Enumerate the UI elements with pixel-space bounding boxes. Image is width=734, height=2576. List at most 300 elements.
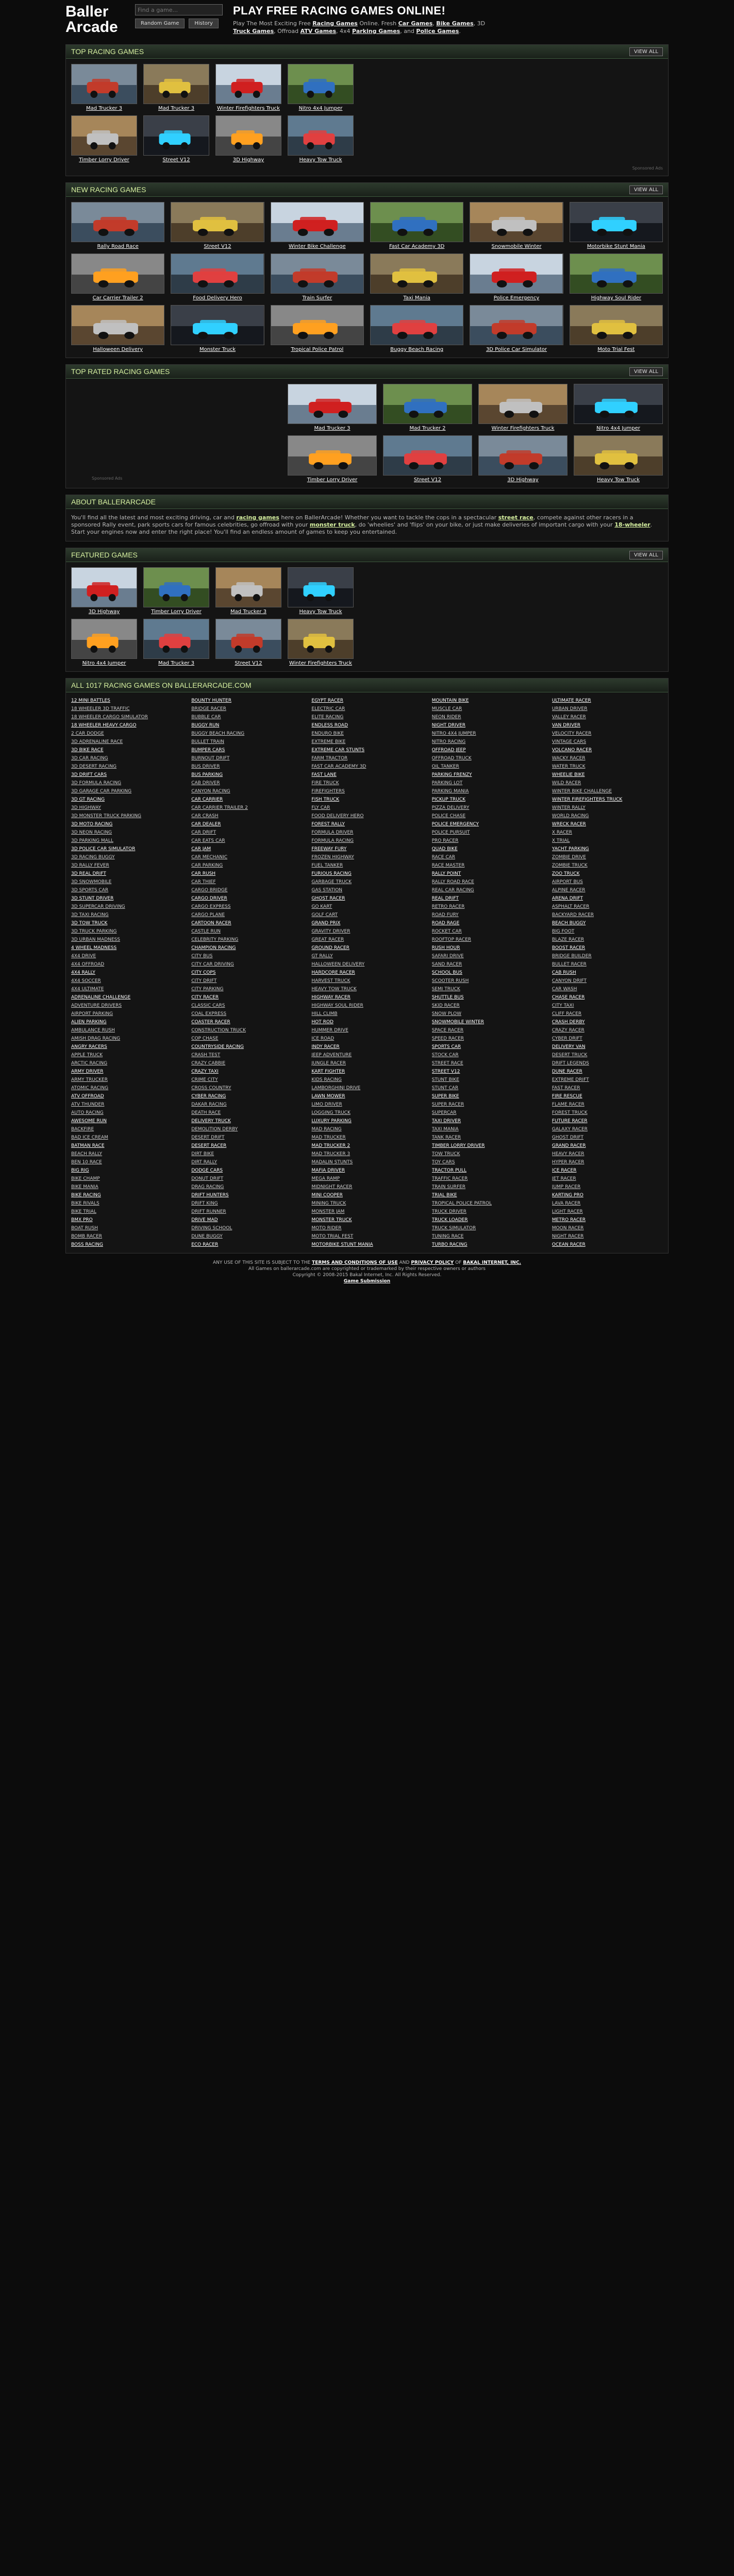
game-link[interactable]: WRECK RACER xyxy=(552,822,586,827)
game-link[interactable]: RALLY ROAD RACE xyxy=(431,879,474,885)
game-link[interactable]: BULLET TRAIN xyxy=(191,739,224,744)
monster-truck-link[interactable]: monster truck xyxy=(309,521,355,528)
game-link[interactable]: CARGO EXPRESS xyxy=(191,904,231,909)
game-link[interactable]: AMBULANCE RUSH xyxy=(71,1028,115,1033)
game-link[interactable]: DRAG RACING xyxy=(191,1184,224,1190)
game-link[interactable]: RUSH HOUR xyxy=(431,945,460,951)
game-tile[interactable] xyxy=(171,202,264,249)
view-all-button[interactable]: VIEW ALL xyxy=(629,185,663,194)
game-link[interactable]: CRAZY TAXI xyxy=(191,1069,219,1074)
game-link[interactable]: APPLE TRUCK xyxy=(71,1053,103,1058)
game-link[interactable]: ARMY DRIVER xyxy=(71,1069,104,1074)
game-link[interactable]: MUSCLE CAR xyxy=(431,706,462,711)
game-link[interactable]: URBAN DRIVER xyxy=(552,706,588,711)
game-tile[interactable] xyxy=(383,435,472,483)
terms-link[interactable]: TERMS AND CONDITIONS OF USE xyxy=(312,1260,398,1265)
game-link[interactable]: FOOD DELIVERY HERO xyxy=(311,814,364,819)
game-link[interactable]: HILL CLIMB xyxy=(311,1011,338,1016)
game-link[interactable]: CELEBRITY PARKING xyxy=(191,937,239,942)
game-link[interactable]: DEMOLITION DERBY xyxy=(191,1127,238,1132)
game-link[interactable]: TIMBER LORRY DRIVER xyxy=(431,1143,485,1148)
game-link[interactable]: 4X4 SOCCER xyxy=(71,978,101,984)
game-link[interactable]: AMISH DRAG RACING xyxy=(71,1036,121,1041)
game-link[interactable]: JET RACER xyxy=(552,1176,576,1181)
game-link[interactable]: AUTO RACING xyxy=(71,1110,104,1115)
game-link[interactable]: BIG RIG xyxy=(71,1168,89,1173)
game-link[interactable]: ZOO TRUCK xyxy=(552,871,580,876)
game-link[interactable]: PRO RACER xyxy=(431,838,459,843)
street-race-link[interactable]: street race xyxy=(498,514,533,521)
game-link[interactable]: 3D DRIFT CARS xyxy=(71,772,107,777)
game-link[interactable]: ELECTRIC CAR xyxy=(311,706,345,711)
game-link[interactable]: LIGHT RACER xyxy=(552,1209,583,1214)
game-link[interactable]: TRIAL BIKE xyxy=(431,1193,457,1198)
game-link[interactable]: FOREST TRUCK xyxy=(552,1110,588,1115)
game-link[interactable]: TANK RACER xyxy=(431,1135,461,1140)
game-link[interactable]: TRUCK SIMULATOR xyxy=(431,1226,476,1231)
game-link[interactable]: COUNTRYSIDE RACING xyxy=(191,1044,244,1049)
game-link[interactable]: NITRO 4X4 JUMPER xyxy=(431,731,476,736)
game-link[interactable]: FORMULA RACING xyxy=(311,838,354,843)
game-tile[interactable] xyxy=(574,435,663,483)
game-tile[interactable] xyxy=(288,619,354,666)
game-link[interactable]: FAST LANE xyxy=(311,772,337,777)
game-link[interactable]: FIRE RESCUE xyxy=(552,1094,582,1099)
game-link[interactable]: 4X4 OFFROAD xyxy=(71,962,105,967)
game-link[interactable]: NITRO RACING xyxy=(431,739,466,744)
game-link[interactable]: X RACER xyxy=(552,830,572,835)
game-link[interactable]: MONSTER TRUCK xyxy=(311,1217,352,1223)
game-link[interactable]: DELIVERY VAN xyxy=(552,1044,586,1049)
game-link[interactable]: DUNE RACER xyxy=(552,1069,582,1074)
game-link[interactable]: CARTOON RACER xyxy=(191,921,231,926)
game-link[interactable]: DELIVERY TRUCK xyxy=(191,1118,231,1124)
game-link[interactable]: MEGA RAMP xyxy=(311,1176,340,1181)
game-link[interactable]: HUMMER DRIVE xyxy=(311,1028,348,1033)
game-link[interactable]: RACE MASTER xyxy=(431,863,465,868)
game-link[interactable]: POLICE EMERGENCY xyxy=(431,822,479,827)
game-link[interactable]: TURBO RACING xyxy=(431,1242,468,1247)
game-tile[interactable] xyxy=(71,115,137,163)
game-link[interactable]: 18 WHEELER 3D TRAFFIC xyxy=(71,706,130,711)
game-link[interactable]: FUTURE RACER xyxy=(552,1118,588,1124)
game-link[interactable]: HARDCORE RACER xyxy=(311,970,355,975)
game-link[interactable]: SAFARI DRIVE xyxy=(431,954,464,959)
game-link[interactable]: FURIOUS RACING xyxy=(311,871,352,876)
game-tile[interactable] xyxy=(570,305,663,352)
game-tile[interactable] xyxy=(370,202,463,249)
game-link[interactable]: SKID RACER xyxy=(431,1003,460,1008)
game-link[interactable]: AWESOME RUN xyxy=(71,1118,107,1124)
game-link[interactable]: ATV THUNDER xyxy=(71,1102,105,1107)
game-tile[interactable] xyxy=(574,384,663,431)
game-link[interactable]: QUAD BIKE xyxy=(431,846,458,852)
game-link[interactable]: VALLEY RACER xyxy=(552,715,586,720)
game-tile[interactable] xyxy=(288,567,354,615)
game-link[interactable]: MAD TRUCKER xyxy=(311,1135,346,1140)
game-link[interactable]: VINTAGE CARS xyxy=(552,739,587,744)
game-link[interactable]: CAR PARKING xyxy=(191,863,223,868)
game-link[interactable]: GROUND RACER xyxy=(311,945,349,951)
game-tile[interactable] xyxy=(143,64,209,111)
game-link[interactable]: MOTO TRIAL FEST xyxy=(311,1234,354,1239)
game-tile[interactable] xyxy=(271,305,364,352)
game-link[interactable]: 3D REAL DRIFT xyxy=(71,871,106,876)
game-link[interactable]: ROOFTOP RACER xyxy=(431,937,472,942)
game-link[interactable]: CRAZY CABBIE xyxy=(191,1061,226,1066)
game-link[interactable]: 4X4 RALLY xyxy=(71,970,95,975)
game-link[interactable]: DIRT BIKE xyxy=(191,1151,214,1157)
game-link[interactable]: ARMY TRUCKER xyxy=(71,1077,108,1082)
game-link[interactable]: TAXI MANIA xyxy=(431,1127,459,1132)
game-link[interactable]: BURNOUT DRIFT xyxy=(191,756,230,761)
game-link[interactable]: CARGO DRIVER xyxy=(191,896,227,901)
game-link[interactable]: HIGHWAY RACER xyxy=(311,995,351,1000)
game-link[interactable]: AIRPORT PARKING xyxy=(71,1011,113,1016)
game-link[interactable]: MAD RACING xyxy=(311,1127,342,1132)
game-link[interactable]: 3D SNOWMOBILE xyxy=(71,879,112,885)
game-link[interactable]: GOLF CART xyxy=(311,912,338,918)
game-link[interactable]: OFFROAD JEEP xyxy=(431,748,466,753)
game-link[interactable]: REAL CAR RACING xyxy=(431,888,474,893)
game-link[interactable]: TUNING RACE xyxy=(431,1234,464,1239)
game-link[interactable]: BMX PRO xyxy=(71,1217,93,1223)
game-link[interactable]: CASTLE RUN xyxy=(191,929,221,934)
game-link[interactable]: WINTER RALLY xyxy=(552,805,586,810)
game-link[interactable]: SPEED RACER xyxy=(431,1036,464,1041)
game-link[interactable]: GRAND RACER xyxy=(552,1143,586,1148)
game-link[interactable]: HEAVY RACER xyxy=(552,1151,585,1157)
game-link[interactable]: PICKUP TRUCK xyxy=(431,797,466,802)
game-link[interactable]: BIKE RACING xyxy=(71,1193,101,1198)
game-link[interactable]: OCEAN RACER xyxy=(552,1242,586,1247)
game-link[interactable]: ALIEN PARKING xyxy=(71,1020,107,1025)
game-link[interactable]: BUS PARKING xyxy=(191,772,223,777)
game-link[interactable]: SPACE RACER xyxy=(431,1028,464,1033)
game-link[interactable]: 3D PARKING MALL xyxy=(71,838,113,843)
game-link[interactable]: CLASSIC CARS xyxy=(191,1003,225,1008)
game-link[interactable]: TOY CARS xyxy=(431,1160,455,1165)
game-link[interactable]: METRO RACER xyxy=(552,1217,586,1223)
view-all-button[interactable]: VIEW ALL xyxy=(629,551,663,560)
police-games-link[interactable]: Police Games xyxy=(416,28,459,35)
game-link[interactable]: FLAME RACER xyxy=(552,1102,585,1107)
game-link[interactable]: CROSS COUNTRY xyxy=(191,1086,231,1091)
game-link[interactable]: ALPINE RACER xyxy=(552,888,586,893)
truck-games-link[interactable]: Truck Games xyxy=(233,28,274,35)
game-tile[interactable] xyxy=(288,115,354,163)
game-link[interactable]: ARENA DRIFT xyxy=(552,896,583,901)
game-link[interactable]: SNOWMOBILE WINTER xyxy=(431,1020,484,1025)
car-games-link[interactable]: Car Games xyxy=(398,20,433,27)
game-tile[interactable] xyxy=(215,64,281,111)
game-link[interactable]: BUGGY RUN xyxy=(191,723,220,728)
game-link[interactable]: GHOST DRIFT xyxy=(552,1135,584,1140)
game-link[interactable]: CAR DRIFT xyxy=(191,830,216,835)
game-link[interactable]: 3D URBAN MADNESS xyxy=(71,937,120,942)
game-link[interactable]: DRIFT KING xyxy=(191,1201,218,1206)
game-link[interactable]: SCHOOL BUS xyxy=(431,970,462,975)
view-all-button[interactable]: VIEW ALL xyxy=(629,47,663,56)
game-link[interactable]: FROZEN HIGHWAY xyxy=(311,855,354,860)
game-link[interactable]: ROCKET CAR xyxy=(431,929,462,934)
game-link[interactable]: CAR MECHANIC xyxy=(191,855,228,860)
game-link[interactable]: ZOMBIE TRUCK xyxy=(552,863,588,868)
game-link[interactable]: STREET RACE xyxy=(431,1061,463,1066)
game-link[interactable]: YACHT PARKING xyxy=(552,846,589,852)
game-tile[interactable] xyxy=(570,202,663,249)
game-link[interactable]: CANYON RACING xyxy=(191,789,230,794)
game-link[interactable]: FORMULA DRIVER xyxy=(311,830,354,835)
game-link[interactable]: GALAXY RACER xyxy=(552,1127,588,1132)
game-link[interactable]: BRIDGE BUILDER xyxy=(552,954,592,959)
game-link[interactable]: PARKING MANIA xyxy=(431,789,469,794)
game-tile[interactable] xyxy=(171,253,264,301)
game-link[interactable]: GRAND PRIX xyxy=(311,921,341,926)
game-tile[interactable] xyxy=(470,253,563,301)
game-link[interactable]: VAN DRIVER xyxy=(552,723,581,728)
racing-games-link[interactable]: racing games xyxy=(236,514,279,521)
game-link[interactable]: CAR CARRIER TRAILER 2 xyxy=(191,805,248,810)
game-link[interactable]: STUNT CAR xyxy=(431,1086,459,1091)
game-link[interactable]: CRIME CITY xyxy=(191,1077,218,1082)
game-link[interactable]: MADALIN STUNTS xyxy=(311,1160,353,1165)
game-tile[interactable] xyxy=(215,115,281,163)
game-link[interactable]: DESERT RACER xyxy=(191,1143,227,1148)
game-link[interactable]: SHUTTLE BUS xyxy=(431,995,464,1000)
game-link[interactable]: 3D POLICE CAR SIMULATOR xyxy=(71,846,136,852)
game-link[interactable]: DODGE CARS xyxy=(191,1168,223,1173)
bike-games-link[interactable]: Bike Games xyxy=(436,20,474,27)
game-link[interactable]: LUXURY PARKING xyxy=(311,1118,352,1124)
game-tile[interactable] xyxy=(71,64,137,111)
game-link[interactable]: 3D MONSTER TRUCK PARKING xyxy=(71,814,142,819)
game-link[interactable]: EXTREME BIKE xyxy=(311,739,346,744)
game-link[interactable]: EXTREME DRIFT xyxy=(552,1077,589,1082)
game-link[interactable]: MOUNTAIN BIKE xyxy=(431,698,469,703)
game-link[interactable]: TOW TRUCK xyxy=(431,1151,460,1157)
game-link[interactable]: HALLOWEEN DELIVERY xyxy=(311,962,365,967)
game-link[interactable]: 3D STUNT DRIVER xyxy=(71,896,114,901)
game-tile[interactable] xyxy=(470,202,563,249)
game-link[interactable]: SEMI TRUCK xyxy=(431,987,460,992)
random-game-button[interactable]: Random Game xyxy=(135,19,185,28)
game-link[interactable]: ULTIMATE RACER xyxy=(552,698,591,703)
game-link[interactable]: DUNE BUGGY xyxy=(191,1234,223,1239)
game-link[interactable]: ENDURO BIKE xyxy=(311,731,344,736)
game-link[interactable]: ECO RACER xyxy=(191,1242,219,1247)
game-link[interactable]: DONUT DRIFT xyxy=(191,1176,224,1181)
game-link[interactable]: BIKE MANIA xyxy=(71,1184,98,1190)
game-tile[interactable] xyxy=(71,567,137,615)
game-link[interactable]: CAR WASH xyxy=(552,987,577,992)
game-link[interactable]: CAR RUSH xyxy=(191,871,216,876)
game-link[interactable]: POLICE CHASE xyxy=(431,814,466,819)
game-link[interactable]: KARTING PRO xyxy=(552,1193,583,1198)
game-link[interactable]: FREEWAY FURY xyxy=(311,846,347,852)
game-link[interactable]: ATV OFFROAD xyxy=(71,1094,104,1099)
game-link[interactable]: 3D CAR RACING xyxy=(71,756,108,761)
game-link[interactable]: FIREFIGHTERS xyxy=(311,789,345,794)
game-link[interactable]: REAL DRIFT xyxy=(431,896,459,901)
game-link[interactable]: BIKE RIVALS xyxy=(71,1201,99,1206)
game-link[interactable]: MINING TRUCK xyxy=(311,1201,346,1206)
game-link[interactable]: GO KART xyxy=(311,904,332,909)
game-tile[interactable] xyxy=(271,253,364,301)
game-link[interactable]: 3D GT RACING xyxy=(71,797,105,802)
game-link[interactable]: TRUCK DRIVER xyxy=(431,1209,466,1214)
game-link[interactable]: SPORTS CAR xyxy=(431,1044,461,1049)
game-link[interactable]: PARKING FRENZY xyxy=(431,772,472,777)
game-link[interactable]: CYBER RACING xyxy=(191,1094,226,1099)
game-link[interactable]: BAD ICE CREAM xyxy=(71,1135,108,1140)
game-link[interactable]: CITY DRIFT xyxy=(191,978,217,984)
game-link[interactable]: DESERT DRIFT xyxy=(191,1135,225,1140)
game-tile[interactable] xyxy=(71,305,164,352)
game-link[interactable]: CHASE RACER xyxy=(552,995,585,1000)
game-link[interactable]: MAD TRUCKER 2 xyxy=(311,1143,351,1148)
game-link[interactable]: 3D SPORTS CAR xyxy=(71,888,109,893)
game-link[interactable]: JUMP RACER xyxy=(552,1184,581,1190)
game-link[interactable]: CITY RACER xyxy=(191,995,219,1000)
game-link[interactable]: BATMAN RACE xyxy=(71,1143,105,1148)
game-link[interactable]: 3D RALLY FEVER xyxy=(71,863,109,868)
game-link[interactable]: WORLD RACING xyxy=(552,814,589,819)
game-link[interactable]: 3D NEON RACING xyxy=(71,830,112,835)
game-link[interactable]: ZOMBIE DRIVE xyxy=(552,855,586,860)
game-link[interactable]: MOON RACER xyxy=(552,1226,584,1231)
game-link[interactable]: CAR CARRIER xyxy=(191,797,223,802)
game-link[interactable]: 4X4 DRIVE xyxy=(71,954,96,959)
game-link[interactable]: 3D TAXI RACING xyxy=(71,912,109,918)
game-link[interactable]: BUS DRIVER xyxy=(191,764,220,769)
game-tile[interactable] xyxy=(143,619,209,666)
game-tile[interactable] xyxy=(71,619,137,666)
game-link[interactable]: CAR THIEF xyxy=(191,879,216,885)
game-link[interactable]: LAVA RACER xyxy=(552,1201,581,1206)
game-link[interactable]: HARVEST TRUCK xyxy=(311,978,351,984)
game-link[interactable]: GHOST RACER xyxy=(311,896,345,901)
game-link[interactable]: CAB DRIVER xyxy=(191,781,220,786)
game-link[interactable]: GARBAGE TRUCK xyxy=(311,879,352,885)
game-tile[interactable] xyxy=(370,253,463,301)
game-link[interactable]: BOAT RUSH xyxy=(71,1226,98,1231)
game-link[interactable]: 3D RACING BUGGY xyxy=(71,855,115,860)
game-link[interactable]: FAST RACER xyxy=(552,1086,580,1091)
game-link[interactable]: JEEP ADVENTURE xyxy=(311,1053,352,1058)
privacy-link[interactable]: PRIVACY POLICY xyxy=(411,1260,454,1265)
game-link[interactable]: FISH TRUCK xyxy=(311,797,340,802)
game-link[interactable]: CAR JAM xyxy=(191,846,211,852)
game-link[interactable]: ROAD FURY xyxy=(431,912,459,918)
game-tile[interactable] xyxy=(570,253,663,301)
game-link[interactable]: MAFIA DRIVER xyxy=(311,1168,345,1173)
game-tile[interactable] xyxy=(288,384,377,431)
game-link[interactable]: GREAT RACER xyxy=(311,937,344,942)
game-link[interactable]: 3D SUPERCAR DRIVING xyxy=(71,904,125,909)
game-link[interactable]: WHEELIE BIKE xyxy=(552,772,585,777)
game-link[interactable]: DRIVING SCHOOL xyxy=(191,1226,232,1231)
game-link[interactable]: NEON RIDER xyxy=(431,715,461,720)
game-link[interactable]: ARCTIC RACING xyxy=(71,1061,108,1066)
game-link[interactable]: CRASH DERBY xyxy=(552,1020,585,1025)
game-link[interactable]: CARGO PLANE xyxy=(191,912,225,918)
game-tile[interactable] xyxy=(271,202,364,249)
game-link[interactable]: 3D TOW TRUCK xyxy=(71,921,108,926)
game-link[interactable]: 3D MOTO RACING xyxy=(71,822,113,827)
game-link[interactable]: MOTORBIKE STUNT MANIA xyxy=(311,1242,373,1247)
game-link[interactable]: BEACH BUGGY xyxy=(552,921,586,926)
game-link[interactable]: MONSTER JAM xyxy=(311,1209,345,1214)
game-link[interactable]: TRAIN SURFER xyxy=(431,1184,466,1190)
game-link[interactable]: PARKING LOT xyxy=(431,781,463,786)
atv-games-link[interactable]: ATV Games xyxy=(300,28,337,35)
game-tile[interactable] xyxy=(215,619,281,666)
game-link[interactable]: 3D TRUCK PARKING xyxy=(71,929,117,934)
search-input[interactable] xyxy=(135,4,223,15)
game-link[interactable]: SUPER RACER xyxy=(431,1102,464,1107)
game-link[interactable]: MAD TRUCKER 3 xyxy=(311,1151,351,1157)
game-link[interactable]: CAR CRASH xyxy=(191,814,219,819)
site-logo[interactable] xyxy=(65,4,130,35)
game-link[interactable]: LOGGING TRUCK xyxy=(311,1110,351,1115)
game-link[interactable]: BOSS RACING xyxy=(71,1242,103,1247)
game-link[interactable]: ATOMIC RACING xyxy=(71,1086,109,1091)
game-link[interactable]: CONSTRUCTION TRUCK xyxy=(191,1028,246,1033)
game-link[interactable]: BUBBLE CAR xyxy=(191,715,221,720)
game-link[interactable]: RETRO RACER xyxy=(431,904,465,909)
game-tile[interactable] xyxy=(478,384,568,431)
game-tile[interactable] xyxy=(215,567,281,615)
game-link[interactable]: FLY CAR xyxy=(311,805,330,810)
game-link[interactable]: COAL EXPRESS xyxy=(191,1011,227,1016)
game-tile[interactable] xyxy=(478,435,568,483)
game-link[interactable]: CARGO BRIDGE xyxy=(191,888,228,893)
game-link[interactable]: SCOOTER RUSH xyxy=(431,978,469,984)
game-link[interactable]: CITY COPS xyxy=(191,970,216,975)
game-link[interactable]: STREET V12 xyxy=(431,1069,460,1074)
game-link[interactable]: TRAFFIC RACER xyxy=(431,1176,468,1181)
game-link[interactable]: EXTREME CAR STUNTS xyxy=(311,748,365,753)
company-link[interactable]: BAKAL INTERNET, INC. xyxy=(463,1260,521,1265)
game-link[interactable]: BEN 10 RACE xyxy=(71,1160,102,1165)
game-tile[interactable] xyxy=(71,202,164,249)
game-link[interactable]: CYBER DRIFT xyxy=(552,1036,582,1041)
game-link[interactable]: CITY BUS xyxy=(191,954,213,959)
game-link[interactable]: VELOCITY RACER xyxy=(552,731,592,736)
game-link[interactable]: CITY CAR DRIVING xyxy=(191,962,234,967)
game-link[interactable]: ENDLESS ROAD xyxy=(311,723,348,728)
game-link[interactable]: NIGHT DRIVER xyxy=(431,723,466,728)
game-link[interactable]: BLAZE RACER xyxy=(552,937,585,942)
game-link[interactable]: ICE ROAD xyxy=(311,1036,335,1041)
game-link[interactable]: SUPER BIKE xyxy=(431,1094,459,1099)
game-link[interactable]: ASPHALT RACER xyxy=(552,904,590,909)
game-link[interactable]: ADRENALINE CHALLENGE xyxy=(71,995,131,1000)
game-link[interactable]: WATER TRUCK xyxy=(552,764,586,769)
game-link[interactable]: CLIFF RACER xyxy=(552,1011,582,1016)
game-link[interactable]: ICE RACER xyxy=(552,1168,577,1173)
game-link[interactable]: KIDS RACING xyxy=(311,1077,342,1082)
game-link[interactable]: FUEL TANKER xyxy=(311,863,343,868)
game-link[interactable]: X TRIAL xyxy=(552,838,570,843)
game-link[interactable]: RALLY POINT xyxy=(431,871,461,876)
game-link[interactable]: MINI COOPER xyxy=(311,1193,343,1198)
game-link[interactable]: 2 CAR DODGE xyxy=(71,731,104,736)
game-link[interactable]: CANYON DRIFT xyxy=(552,978,587,984)
game-link[interactable]: DRIFT RUNNER xyxy=(191,1209,226,1214)
game-link[interactable]: CAB RUSH xyxy=(552,970,576,975)
